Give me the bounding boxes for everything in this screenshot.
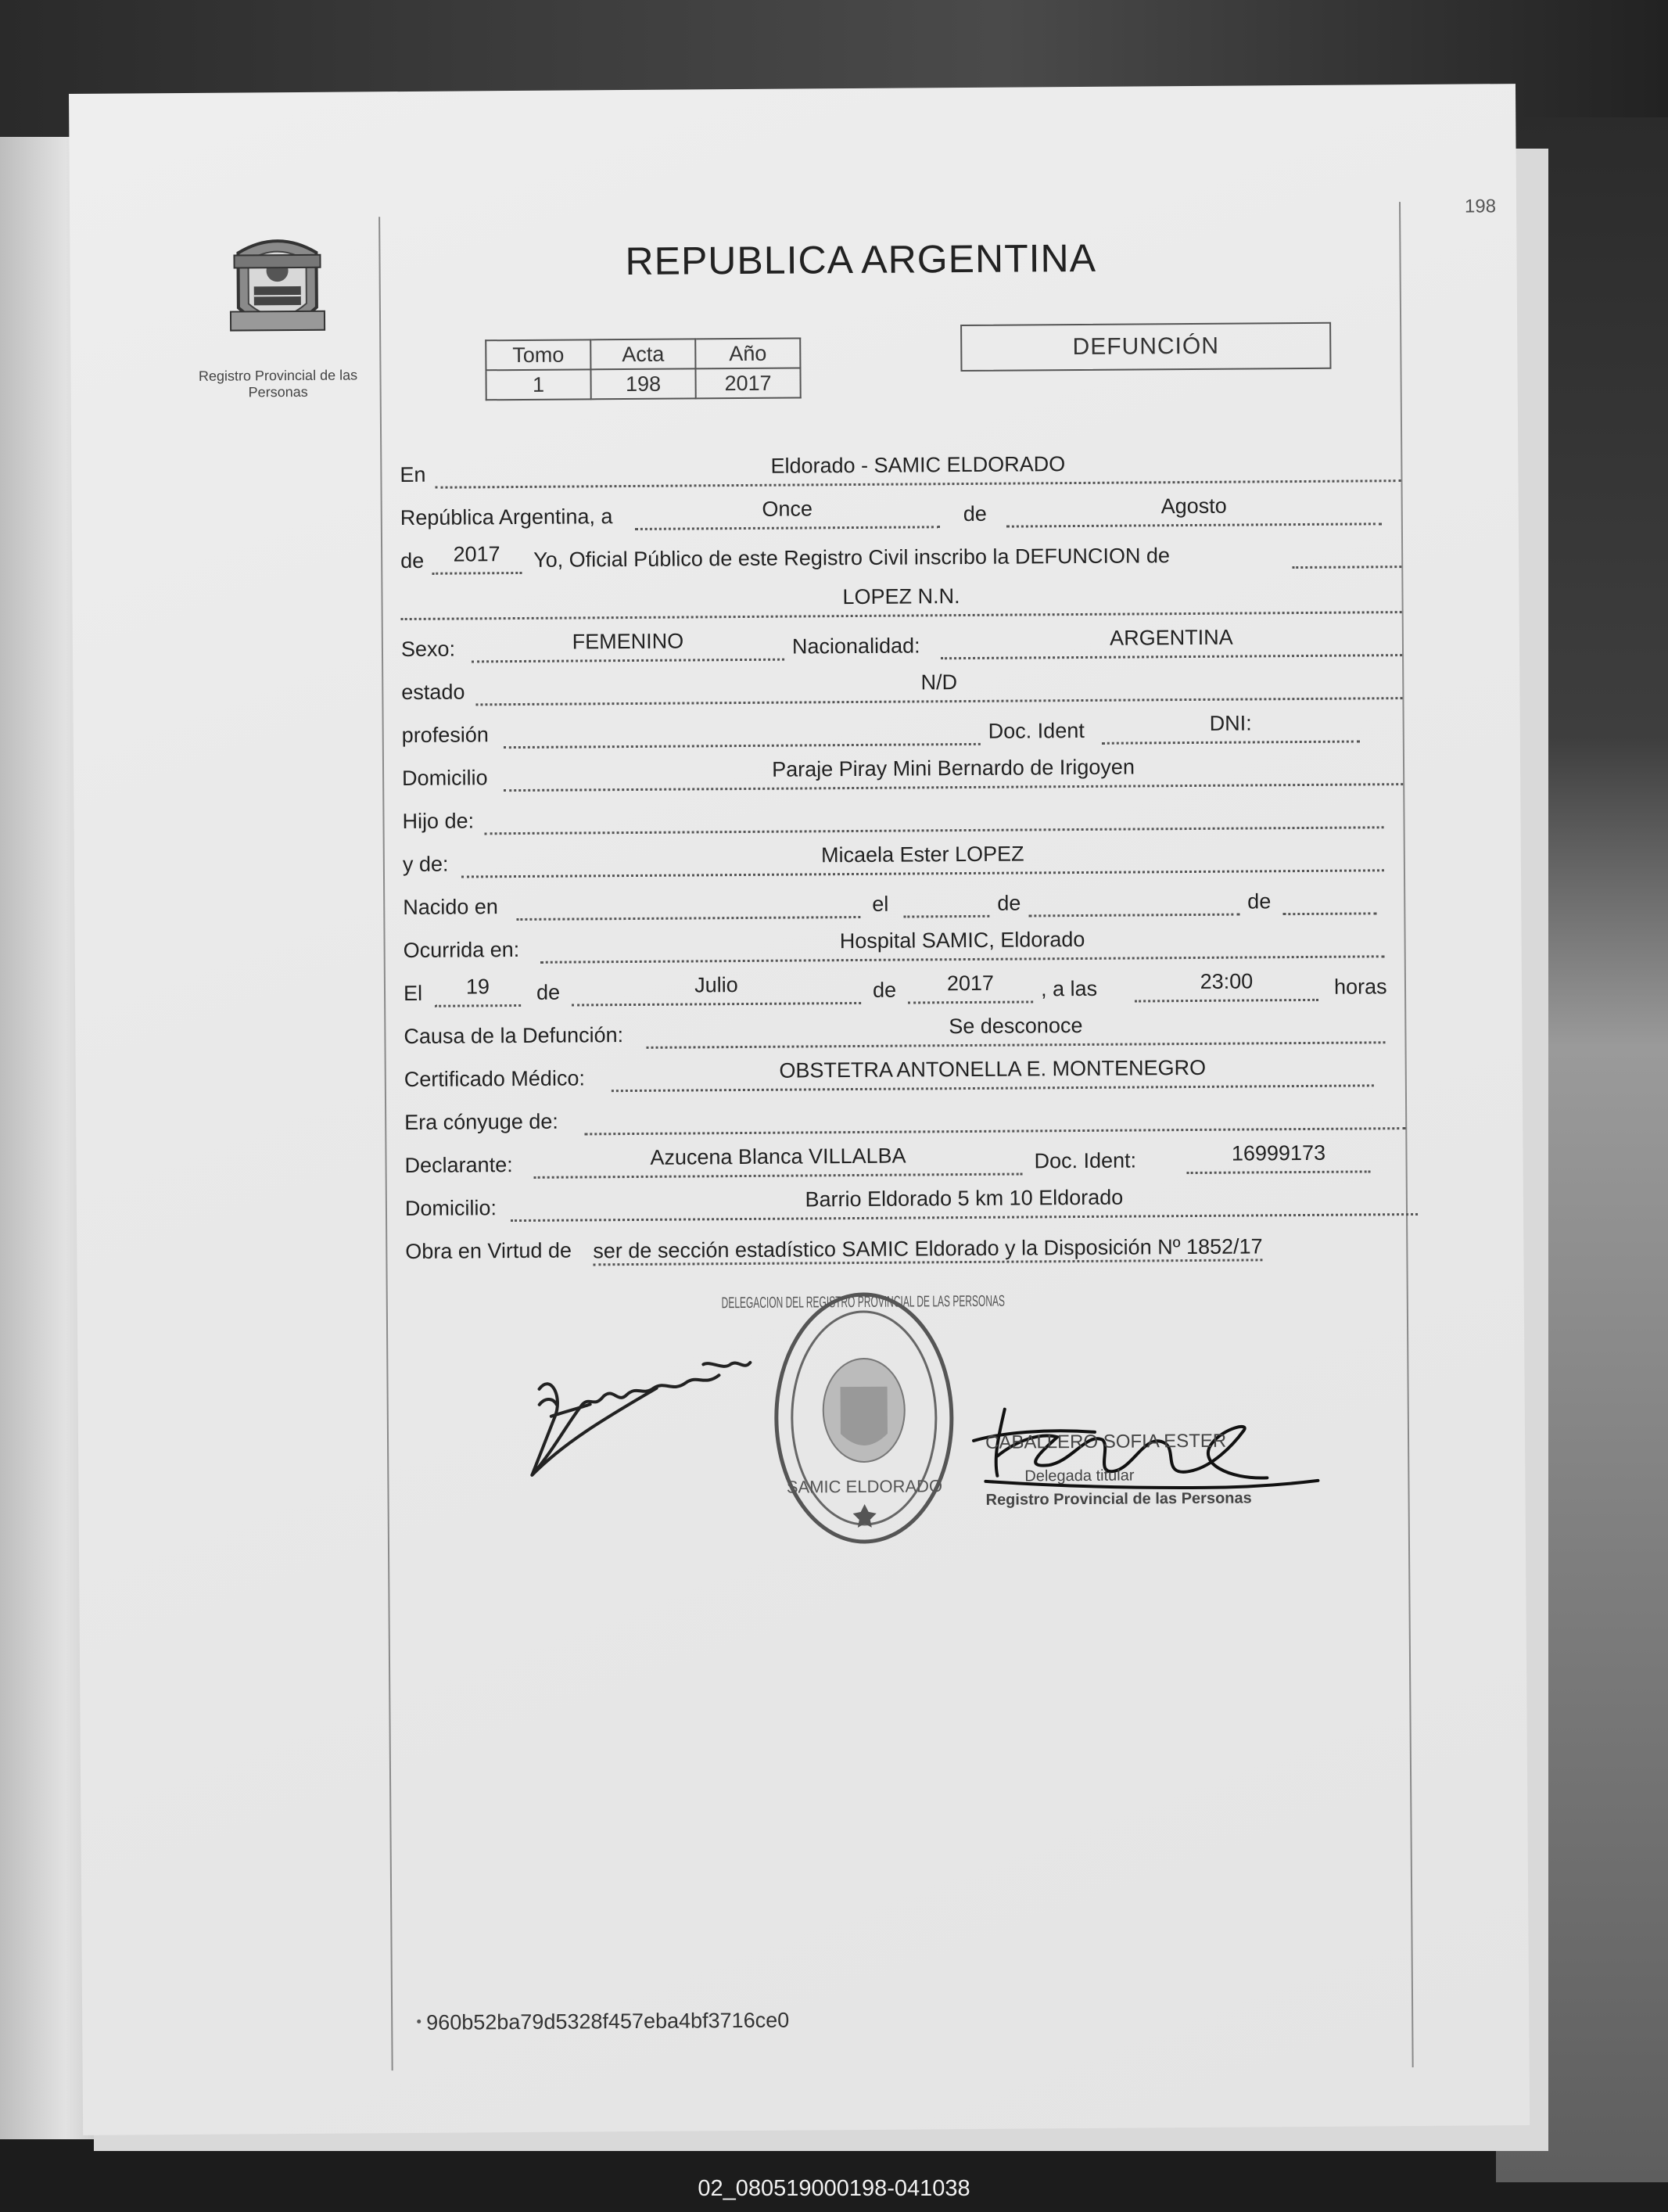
row-hijo-de bbox=[402, 799, 1403, 837]
reference-table bbox=[485, 337, 802, 400]
field-nacido-dia bbox=[903, 887, 989, 918]
label-domicilio-declarante: Domicilio: bbox=[404, 1196, 497, 1221]
row-nacido-en bbox=[403, 885, 1404, 923]
row-domicilio bbox=[402, 756, 1403, 794]
field-y-de: Micaela Ester LOPEZ bbox=[461, 841, 1384, 878]
label-de-month: de bbox=[963, 501, 987, 526]
label-nacido-de: de bbox=[997, 891, 1021, 915]
ref-value-tomo: 1 bbox=[486, 369, 590, 400]
document-page bbox=[69, 84, 1530, 2135]
ref-value-acta: 198 bbox=[590, 368, 695, 399]
field-nacionalidad: ARGENTINA bbox=[941, 626, 1402, 659]
label-y-de: y de: bbox=[402, 852, 449, 877]
right-margin-line bbox=[1399, 202, 1414, 2067]
field-en: Eldorado - SAMIC ELDORADO bbox=[435, 451, 1401, 489]
row-conyuge bbox=[404, 1100, 1405, 1138]
label-doc-ident: Doc. Ident bbox=[988, 718, 1085, 743]
row-certificado bbox=[404, 1057, 1405, 1095]
label-estado: estado bbox=[401, 680, 465, 705]
row-domicilio-declarante bbox=[405, 1186, 1422, 1224]
label-fecha-el: El bbox=[403, 981, 423, 1006]
field-domicilio-declarante: Barrio Eldorado 5 km 10 Eldorado bbox=[511, 1185, 1418, 1222]
file-reference: 02_080519000198-041038 bbox=[698, 2176, 970, 2201]
row-sexo bbox=[401, 627, 1402, 665]
label-de-year: de bbox=[400, 548, 425, 573]
field-certificado: OBSTETRA ANTONELLA E. MONTENEGRO bbox=[612, 1056, 1374, 1092]
label-sexo: Sexo: bbox=[400, 637, 456, 662]
label-declarante: Declarante: bbox=[404, 1153, 513, 1178]
label-declarante-doc: Doc. Ident: bbox=[1034, 1148, 1137, 1173]
label-conyuge: Era cónyuge de: bbox=[404, 1109, 558, 1135]
field-nacido-lugar bbox=[516, 888, 860, 921]
official-role: Delegada titular bbox=[1024, 1467, 1135, 1485]
field-declarante: Azucena Blanca VILLALBA bbox=[533, 1145, 1022, 1179]
province-emblem bbox=[226, 233, 328, 347]
field-nacido-anio bbox=[1282, 884, 1376, 915]
label-fecha-de: de bbox=[536, 980, 561, 1004]
field-ocurrida: Hospital SAMIC, Eldorado bbox=[540, 927, 1385, 964]
label-en: En bbox=[400, 462, 426, 487]
field-doc-ident: DNI: bbox=[1102, 712, 1360, 744]
row-y-de bbox=[403, 842, 1404, 880]
field-day: Once bbox=[635, 497, 940, 530]
field-causa: Se desconoce bbox=[646, 1013, 1385, 1049]
label-fecha-alas: , a las bbox=[1040, 976, 1098, 1001]
field-fecha-dia: 19 bbox=[435, 976, 521, 1007]
row-republica bbox=[400, 495, 1401, 533]
hash-bullet bbox=[417, 2020, 421, 2023]
field-estado: N/D bbox=[475, 669, 1402, 706]
label-nacido-en: Nacido en bbox=[403, 895, 498, 920]
left-signature bbox=[531, 1363, 751, 1475]
row-estado bbox=[401, 670, 1402, 708]
field-declarante-doc: 16999173 bbox=[1186, 1142, 1370, 1174]
row-fecha bbox=[404, 971, 1420, 1009]
label-obra: Obra en Virtud de bbox=[405, 1238, 572, 1264]
label-horas: horas bbox=[1333, 975, 1387, 999]
ref-value-ano: 2017 bbox=[695, 368, 800, 398]
label-ocurrida: Ocurrida en: bbox=[403, 938, 520, 963]
field-nacido-mes bbox=[1028, 885, 1239, 917]
row-year bbox=[400, 538, 1401, 576]
field-sexo: FEMENINO bbox=[472, 630, 784, 663]
label-republica: República Argentina, a bbox=[400, 505, 613, 530]
row-en bbox=[400, 452, 1401, 490]
label-nacido-de2: de bbox=[1247, 889, 1272, 914]
stamp-inner-text: SAMIC ELDORADO bbox=[786, 1476, 943, 1497]
document-type-box: DEFUNCIÓN bbox=[960, 322, 1331, 372]
row-causa bbox=[404, 1014, 1404, 1052]
label-certificado: Certificado Médico: bbox=[404, 1066, 586, 1092]
ref-header-tomo: Tomo bbox=[486, 339, 590, 370]
inscription-text: Yo, Oficial Público de este Registro Civil inscribo la DEFUNCION de bbox=[533, 544, 1171, 572]
left-margin-line bbox=[378, 217, 393, 2070]
field-conyuge bbox=[584, 1099, 1405, 1135]
signature-area bbox=[421, 1274, 1362, 1578]
field-profesion bbox=[504, 715, 981, 749]
field-obra: ser de sección estadístico SAMIC Eldorado y la Disposición Nº 1852/17 bbox=[593, 1234, 1263, 1266]
field-fecha-anio: 2017 bbox=[908, 972, 1033, 1004]
field-hijo-de bbox=[484, 798, 1383, 835]
field-blank-year bbox=[1292, 537, 1401, 569]
label-domicilio: Domicilio bbox=[402, 766, 488, 791]
field-year: 2017 bbox=[432, 544, 522, 575]
document-title: REPUBLICA ARGENTINA bbox=[625, 235, 1097, 284]
label-hijo-de: Hijo de: bbox=[402, 809, 475, 834]
label-profesion: profesión bbox=[401, 723, 489, 748]
registry-name: Registro Provincial de las Personas bbox=[198, 367, 358, 400]
label-nacido-el: el bbox=[872, 892, 889, 916]
row-profesion bbox=[402, 713, 1403, 751]
row-obra bbox=[405, 1229, 1422, 1267]
stamp-ring-text: DELEGACION DEL REGISTRO PROVINCIAL DE LAS PERSONAS bbox=[721, 1292, 1006, 1312]
row-declarante bbox=[404, 1140, 1405, 1181]
label-fecha-de2: de bbox=[872, 978, 897, 1002]
field-month: Agosto bbox=[1006, 494, 1382, 527]
field-fecha-hora: 23:00 bbox=[1135, 971, 1318, 1003]
official-name: CABALLERO SOFIA ESTER bbox=[985, 1430, 1227, 1453]
field-domicilio: Paraje Piray Mini Bernardo de Irigoyen bbox=[504, 755, 1403, 792]
ref-header-ano: Año bbox=[695, 338, 800, 368]
official-registry: Registro Provincial de las Personas bbox=[985, 1489, 1252, 1509]
official-stamp bbox=[722, 1293, 1007, 1542]
row-name bbox=[400, 584, 1401, 622]
field-fecha-mes: Julio bbox=[572, 974, 861, 1007]
row-ocurrida bbox=[404, 928, 1404, 966]
field-deceased-name: LOPEZ N.N. bbox=[400, 583, 1401, 620]
label-causa: Causa de la Defunción: bbox=[404, 1023, 624, 1049]
document-hash: 960b52ba79d5328f457eba4bf3716ce0 bbox=[426, 2008, 790, 2034]
page-number: 198 bbox=[1464, 196, 1497, 217]
label-nacionalidad: Nacionalidad: bbox=[791, 634, 920, 659]
ref-header-acta: Acta bbox=[590, 339, 695, 369]
